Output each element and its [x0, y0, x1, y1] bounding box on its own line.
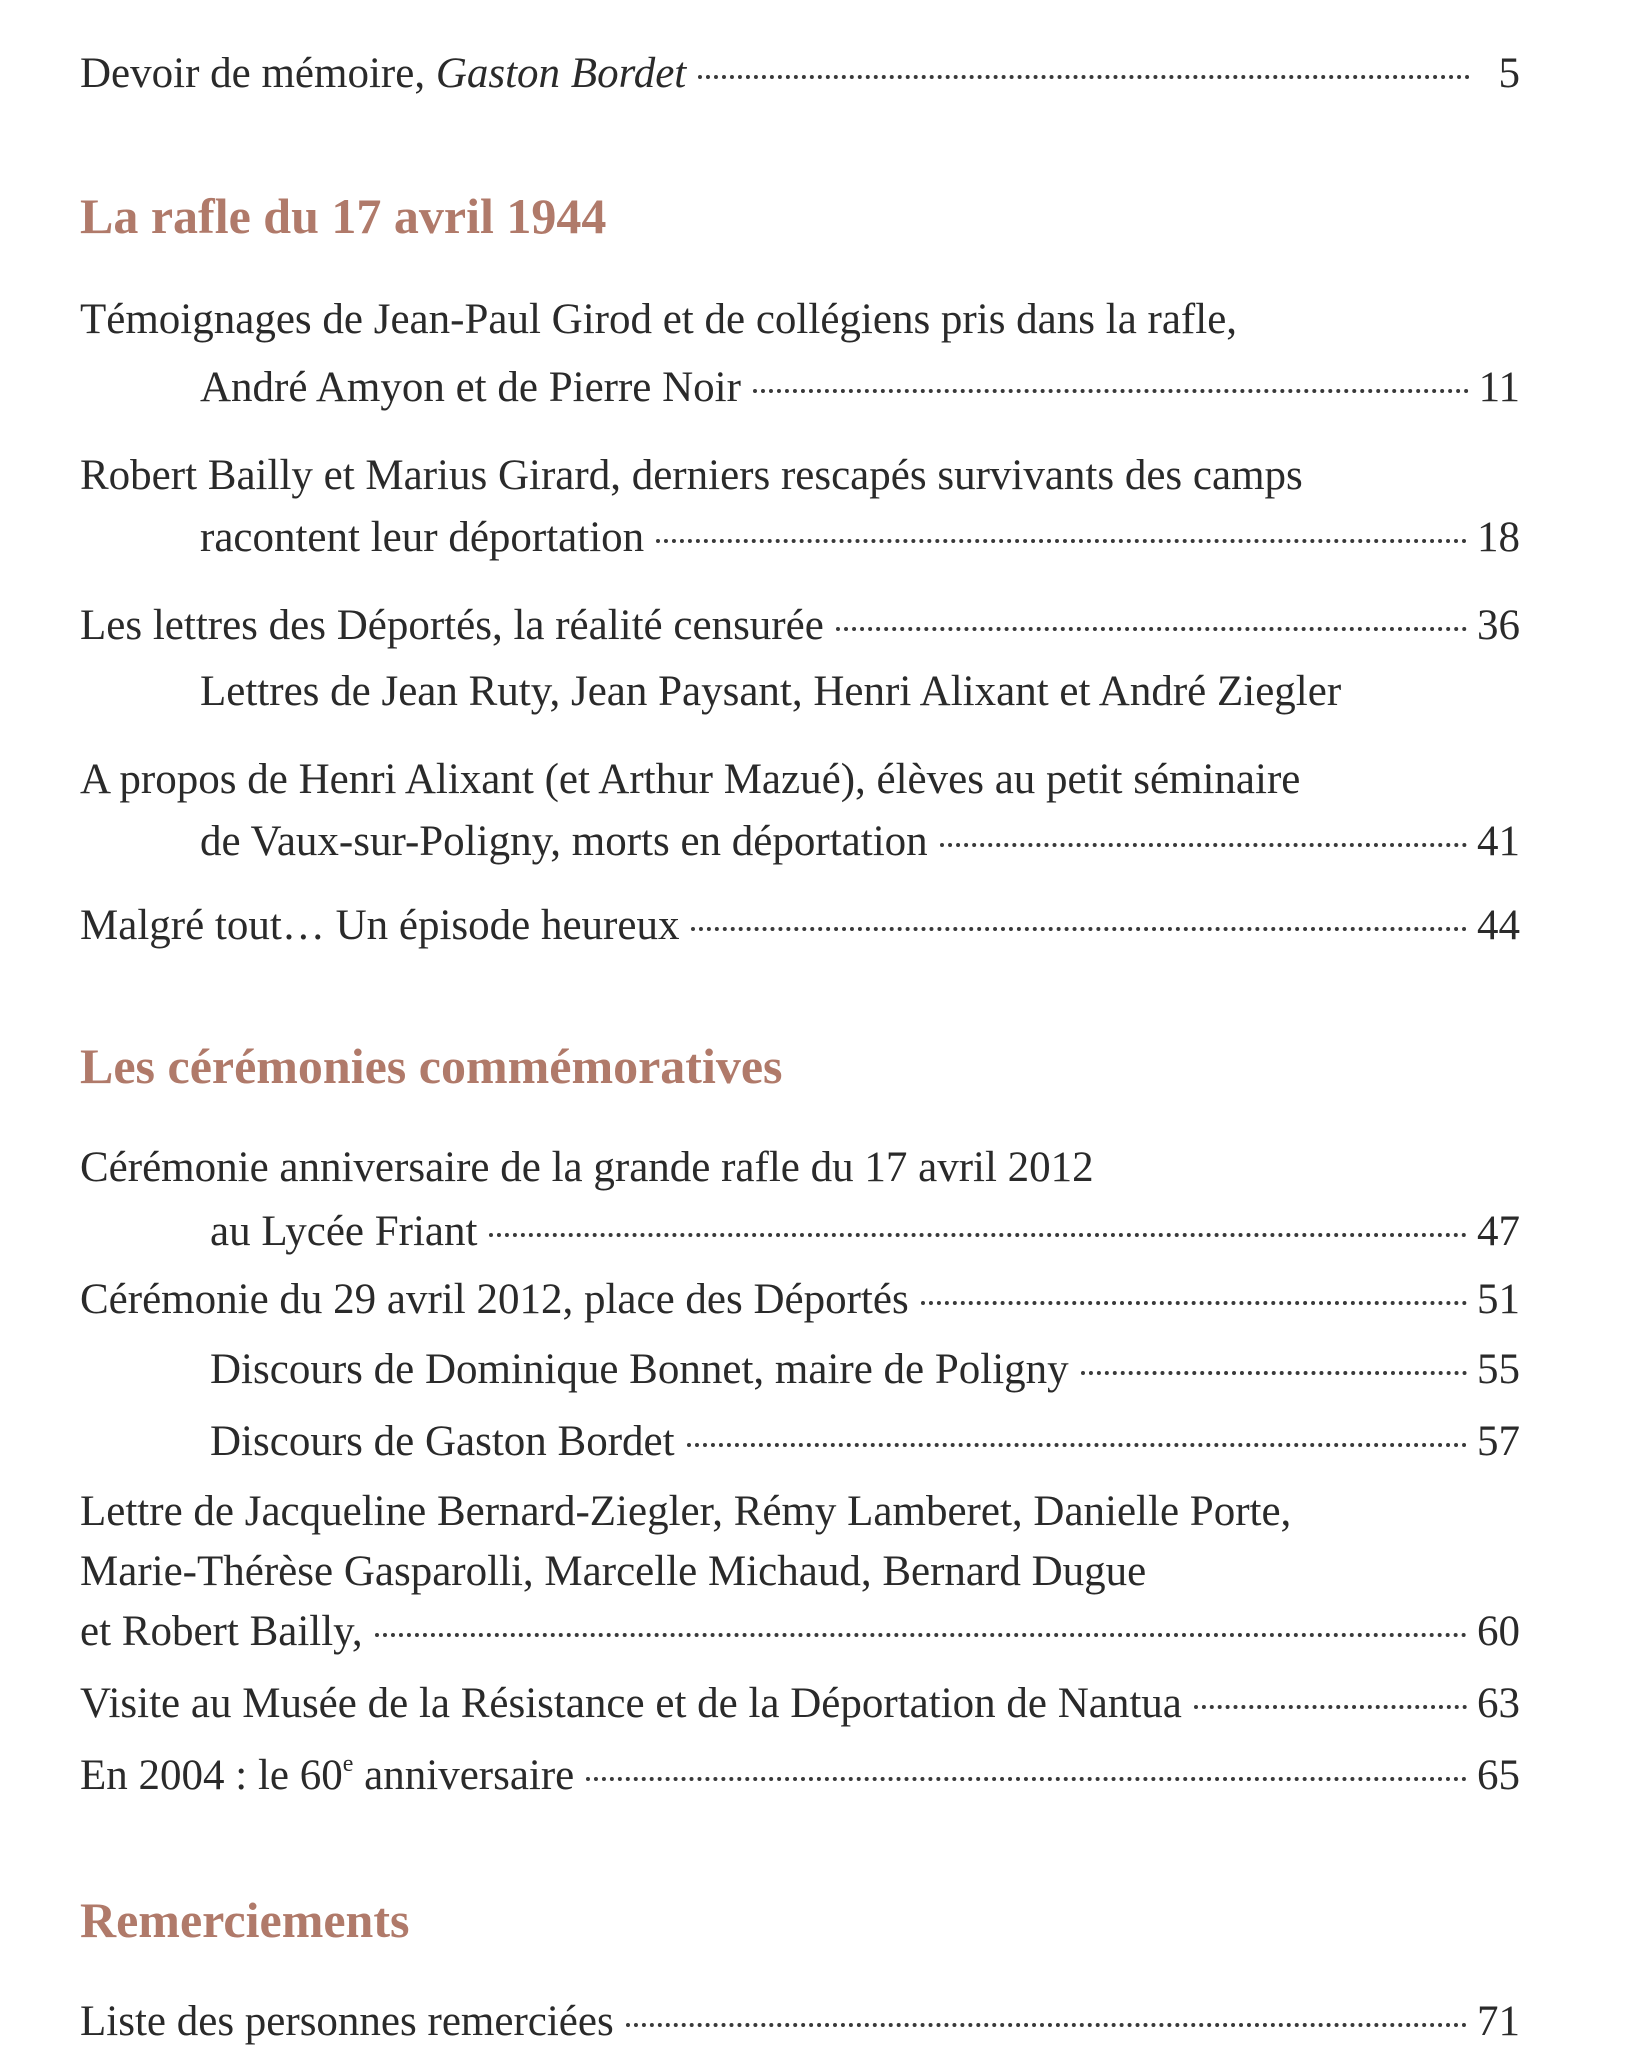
toc-entry-title: de Vaux-sur-Poligny, morts en déportation: [200, 818, 928, 865]
page-number: 63: [1477, 1680, 1520, 1727]
toc-entry-en-2004[interactable]: [80, 1748, 1520, 1804]
toc-entry-temoignages-line1[interactable]: Témoignages de Jean-Paul Girod et de collégiens pris dans la rafle,: [80, 296, 1238, 343]
toc-entry-alixant-line2[interactable]: [200, 814, 1520, 870]
toc-entry-liste-remercies[interactable]: [80, 1994, 1520, 2050]
toc-entry-title: Discours de Gaston Bordet: [210, 1418, 675, 1465]
toc-entry-title: racontent leur déportation: [200, 514, 645, 561]
page-number: 55: [1477, 1346, 1520, 1393]
toc-entry-bailly-line2[interactable]: [200, 510, 1520, 566]
toc-entry-title: au Lycée Friant: [210, 1208, 478, 1255]
toc-entry-temoignages-line2[interactable]: [200, 360, 1520, 416]
dot-leader: [753, 389, 1469, 393]
toc-entry-visite-musee[interactable]: [80, 1676, 1520, 1732]
section-heading-remerciements: Remerciements: [80, 1892, 410, 1948]
toc-entry-anniversaire-line1[interactable]: Cérémonie anniversaire de la grande rafle du 17 avril 2012: [80, 1144, 1094, 1191]
dot-leader: [626, 2023, 1467, 2027]
toc-entry-title: Visite au Musée de la Résistance et de la Déportation de Nantua: [80, 1680, 1182, 1727]
dot-leader: [687, 1443, 1467, 1447]
page-number: 60: [1477, 1608, 1520, 1655]
toc-entry-lettres-deportes[interactable]: [80, 598, 1520, 654]
toc-entry-ceremonie-29-avril[interactable]: [80, 1272, 1520, 1328]
toc-entry-title: Malgré tout… Un épisode heureux: [80, 902, 680, 949]
toc-entry-devoir-de-memoire[interactable]: [80, 46, 1520, 102]
page-number: 44: [1477, 902, 1520, 949]
toc-entry-title: Devoir de mémoire, Gaston Bordet: [80, 50, 687, 97]
toc-entry-title: Les lettres des Déportés, la réalité censurée: [80, 602, 824, 649]
toc-entry-title: Cérémonie du 29 avril 2012, place des Déportés: [80, 1276, 909, 1323]
dot-leader: [656, 539, 1467, 543]
dot-leader: [489, 1233, 1467, 1237]
toc-entry-lettre-line1[interactable]: Lettre de Jacqueline Bernard-Ziegler, Rémy Lamberet, Danielle Porte,: [80, 1488, 1292, 1535]
section-heading-rafle: La rafle du 17 avril 1944: [80, 188, 607, 244]
page-number: 65: [1477, 1752, 1520, 1799]
page-number: 51: [1477, 1276, 1520, 1323]
dot-leader: [586, 1777, 1467, 1781]
page-number: 71: [1477, 1998, 1520, 2045]
toc-entry-title: En 2004 : le 60e anniversaire: [80, 1751, 575, 1799]
superscript: e: [342, 1751, 354, 1777]
toc-entry-lettre-line3[interactable]: [80, 1604, 1520, 1660]
dot-leader: [1081, 1371, 1467, 1375]
dot-leader: [698, 75, 1470, 79]
toc-entry-title: Discours de Dominique Bonnet, maire de Poligny: [210, 1346, 1069, 1393]
page-number: 41: [1477, 818, 1520, 865]
toc-entry-discours-bordet[interactable]: [210, 1414, 1520, 1470]
dot-leader: [836, 627, 1467, 631]
dot-leader: [940, 843, 1467, 847]
page-number: 11: [1478, 364, 1520, 411]
page-number: 57: [1477, 1418, 1520, 1465]
page-number: 47: [1477, 1208, 1520, 1255]
toc-entry-anniversaire-line2[interactable]: [210, 1204, 1520, 1260]
toc-entry-malgre-tout[interactable]: [80, 898, 1520, 954]
page-number: 5: [1498, 50, 1520, 97]
toc-entry-bailly-line1[interactable]: Robert Bailly et Marius Girard, derniers rescapés survivants des camps: [80, 452, 1303, 499]
dot-leader: [691, 927, 1467, 931]
toc-entry-author: Gaston Bordet: [435, 50, 687, 97]
toc-entry-title: André Amyon et de Pierre Noir: [200, 364, 741, 411]
toc-entry-lettre-line2[interactable]: Marie-Thérèse Gasparolli, Marcelle Michaud, Bernard Dugue: [80, 1548, 1147, 1595]
toc-entry-title: et Robert Bailly,: [80, 1608, 363, 1655]
dot-leader: [1194, 1705, 1467, 1709]
toc-subentry-lettres-names: Lettres de Jean Ruty, Jean Paysant, Henri Alixant et André Ziegler: [200, 668, 1342, 715]
toc-entry-discours-bonnet[interactable]: [210, 1342, 1520, 1398]
section-heading-ceremonies: Les cérémonies commémoratives: [80, 1038, 783, 1094]
toc-entry-alixant-line1[interactable]: A propos de Henri Alixant (et Arthur Mazué), élèves au petit séminaire: [80, 756, 1301, 803]
dot-leader: [375, 1633, 1467, 1637]
dot-leader: [921, 1301, 1467, 1305]
page-number: 36: [1477, 602, 1520, 649]
page-number: 18: [1477, 514, 1520, 561]
toc-entry-title: Liste des personnes remerciées: [80, 1998, 614, 2045]
